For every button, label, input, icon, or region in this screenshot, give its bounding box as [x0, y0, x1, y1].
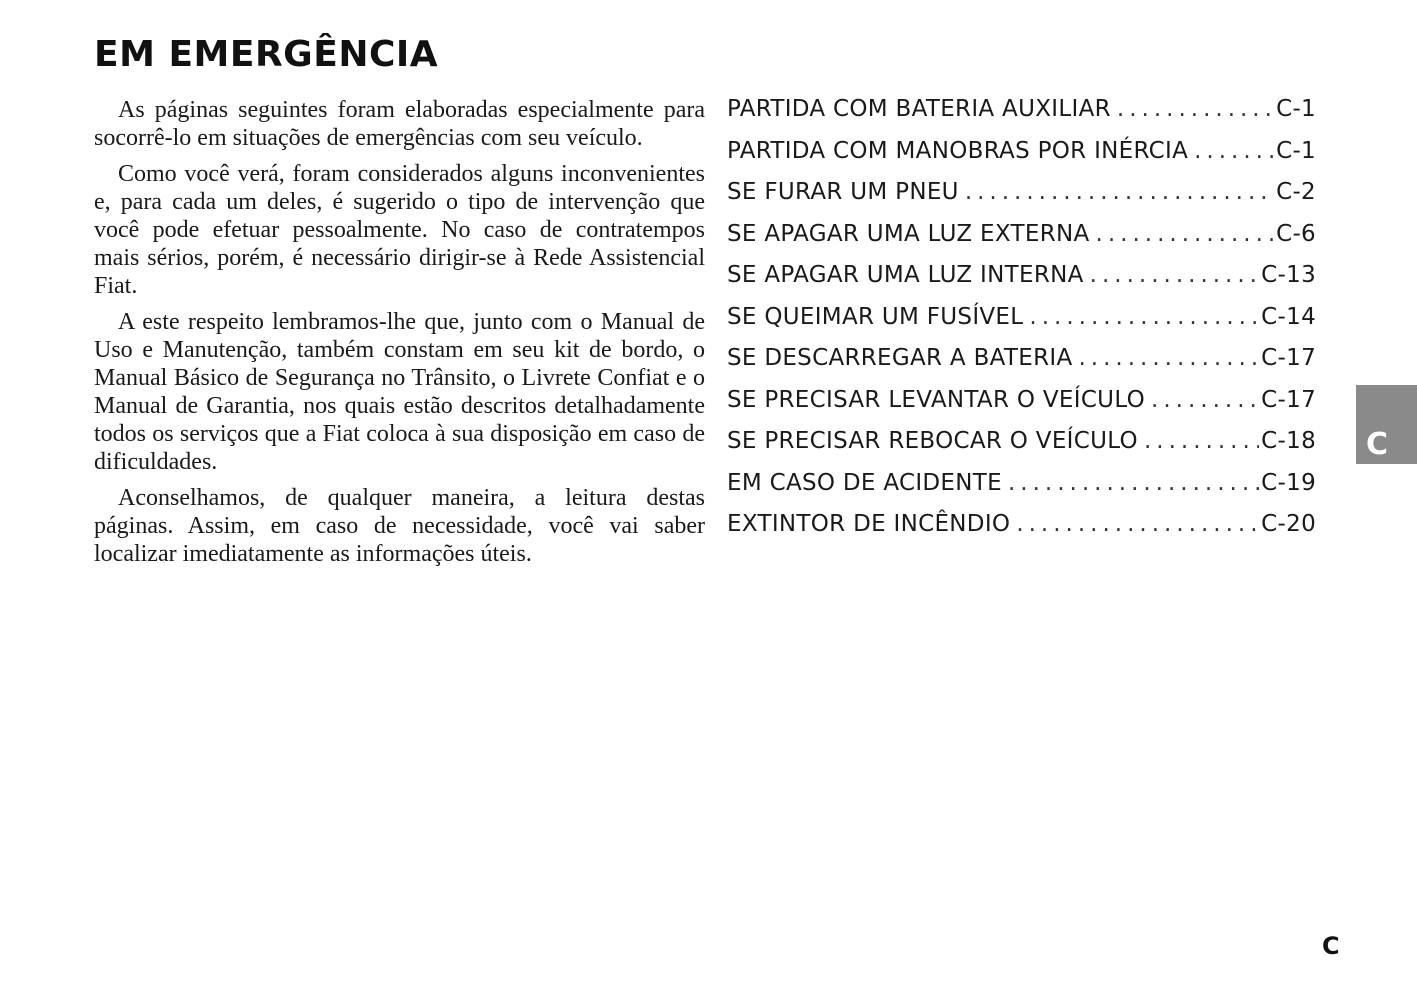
- toc-entry[interactable]: [727, 340, 1316, 382]
- toc-entry[interactable]: [727, 506, 1316, 548]
- toc-entry[interactable]: [727, 91, 1316, 133]
- toc-entry[interactable]: [727, 465, 1316, 507]
- toc-entry-page: C-1: [1276, 96, 1316, 122]
- page-title: EM EMERGÊNCIA: [94, 34, 439, 75]
- toc-dot-leader: [965, 174, 1274, 210]
- toc-entry-page: C-20: [1261, 511, 1316, 537]
- intro-paragraph: A este respeito lembramos-lhe que, junto com o Manual de Uso e Manutenção, também constam em seu kit de bordo, o Manual Básico de Segurança no Trânsito, o Livrete Confiat e o Manual de Garantia, nos quais estão descritos detalhadamente todos os serviços que a Fiat coloca à sua disposição em caso de dificuldades.: [94, 309, 705, 475]
- toc-dot-leader: [1151, 382, 1259, 418]
- section-tab-letter: C: [1366, 427, 1389, 462]
- toc-entry-page: C-1: [1276, 137, 1316, 164]
- toc-dot-leader: [1144, 423, 1259, 459]
- toc-dot-leader: [1008, 465, 1259, 501]
- toc-entry[interactable]: [727, 174, 1316, 216]
- toc-entry[interactable]: [727, 299, 1316, 341]
- toc-entry[interactable]: [727, 133, 1316, 175]
- toc-entry-label: SE APAGAR UMA LUZ EXTERNA: [727, 220, 1090, 247]
- toc-entry-page: C-14: [1261, 303, 1316, 330]
- toc-entry-page: C-2: [1276, 179, 1316, 205]
- toc-dot-leader: [1117, 91, 1274, 127]
- toc-entry-label: PARTIDA COM MANOBRAS POR INÉRCIA: [727, 137, 1189, 164]
- toc-entry-label: SE FURAR UM PNEU: [727, 179, 959, 205]
- intro-paragraph: As páginas seguintes foram elaboradas especialmente para socorrê-lo em situações de emergências com seu veículo.: [94, 97, 705, 151]
- toc-entry-page: C-17: [1261, 386, 1316, 413]
- toc-entry-label: SE DESCARREGAR A BATERIA: [727, 345, 1073, 371]
- intro-text: [94, 96, 705, 576]
- toc-entry-label: PARTIDA COM BATERIA AUXILIAR: [727, 96, 1111, 122]
- toc-entry-page: C-17: [1261, 345, 1316, 371]
- toc-entry[interactable]: [727, 257, 1316, 299]
- toc-dot-leader: [1029, 299, 1259, 335]
- toc-entry[interactable]: [727, 216, 1316, 258]
- toc-entry-label: EM CASO DE ACIDENTE: [727, 469, 1002, 496]
- toc-entry-label: SE PRECISAR REBOCAR O VEÍCULO: [727, 428, 1138, 454]
- toc-entry[interactable]: [727, 423, 1316, 465]
- toc-entry-label: SE PRECISAR LEVANTAR O VEÍCULO: [727, 386, 1146, 413]
- toc-entry-label: SE QUEIMAR UM FUSÍVEL: [727, 303, 1024, 330]
- table-of-contents: [727, 91, 1316, 548]
- toc-entry[interactable]: [727, 382, 1316, 424]
- toc-entry-label: EXTINTOR DE INCÊNDIO: [727, 511, 1011, 537]
- toc-dot-leader: [1096, 216, 1275, 252]
- intro-paragraph: Aconselhamos, de qualquer maneira, a leitura destas páginas. Assim, em caso de necessidade, você vai saber localizar imediatamente as informações úteis.: [94, 485, 705, 567]
- toc-dot-leader: [1016, 506, 1259, 542]
- toc-dot-leader: [1090, 257, 1260, 293]
- toc-entry-page: C-13: [1261, 262, 1316, 288]
- toc-entry-label: SE APAGAR UMA LUZ INTERNA: [727, 262, 1084, 288]
- toc-entry-page: C-18: [1261, 428, 1316, 454]
- toc-dot-leader: [1194, 133, 1274, 169]
- toc-entry-page: C-6: [1276, 220, 1316, 247]
- toc-entry-page: C-19: [1261, 469, 1316, 496]
- section-tab: [1356, 385, 1417, 464]
- page-marker: C: [1322, 932, 1340, 960]
- intro-paragraph: Como você verá, foram considerados alguns inconvenientes e, para cada um deles, é sugerido o tipo de intervenção que você pode efetuar pessoalmente. No caso de contratempos mais sérios, porém, é necessário dirigir-se à Rede Assistencial Fiat.: [94, 161, 705, 299]
- toc-dot-leader: [1078, 340, 1259, 376]
